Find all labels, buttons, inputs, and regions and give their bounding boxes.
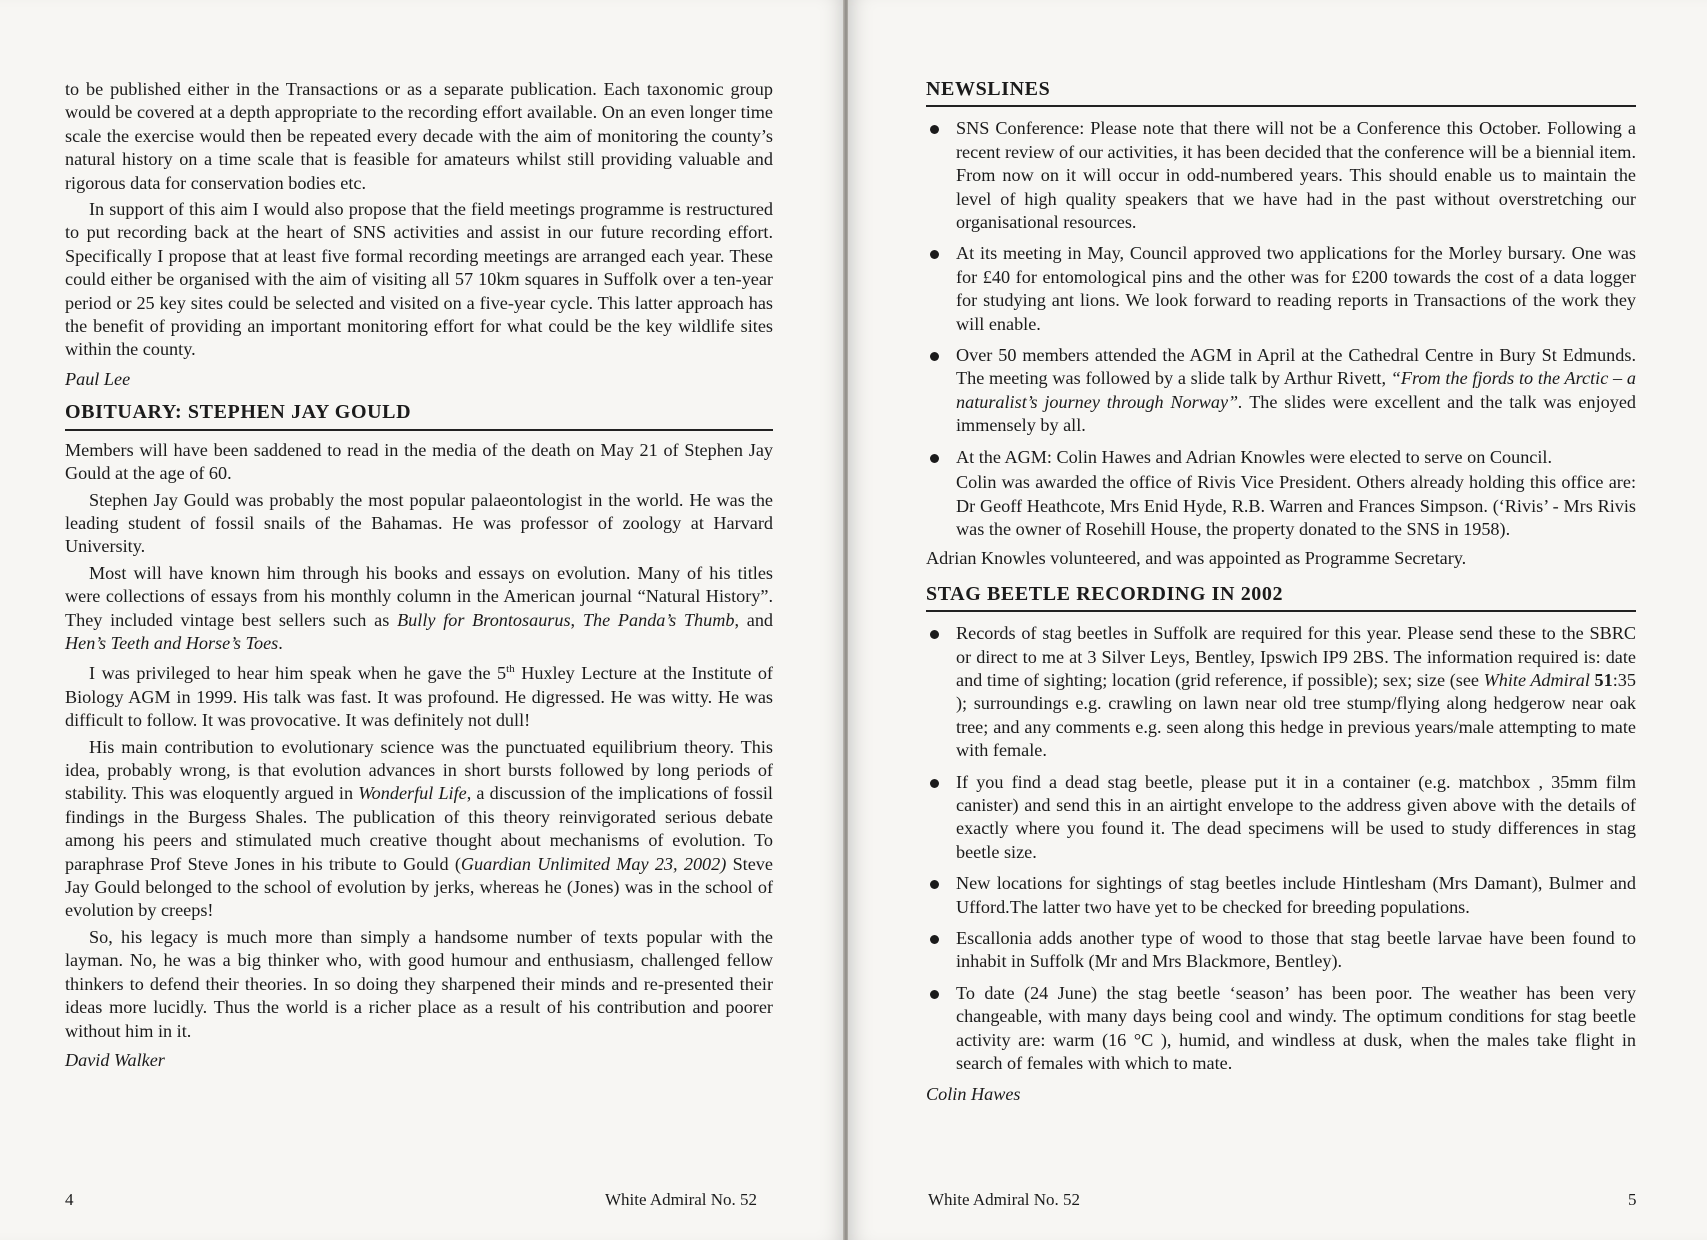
obituary-paragraph	[65, 736, 773, 923]
text-run: The slides were excellent and the talk was enjoyed immensely by all.	[956, 391, 1636, 436]
text-run: Over 50 members attended the AGM in April at the Cathedral Centre in Bury St Edmunds. The meeting was followed by a slide talk by Arthur Rivett,	[956, 345, 1636, 389]
bullet-icon	[930, 125, 939, 134]
item-text: New locations for sightings of stag beetles include Hintlesham (Mrs Damant), Bulmer and Ufford.The latter two have yet to be checked for breeding populations.	[956, 873, 1636, 917]
text-run: :35 ); surroundings e.g. crawling on lawn near old tree stump/flying along hedgerow near oak tree; and any comments e.g. seen along this hedge in previous years/male attempting to mate with female.	[956, 669, 1636, 761]
list-item	[926, 446, 1636, 469]
right-footer-magazine: White Admiral No. 52	[928, 1190, 1081, 1209]
magazine-reference: White Admiral	[1483, 669, 1590, 690]
list-item	[926, 927, 1636, 974]
book-title: Wonderful Life	[358, 783, 467, 804]
issue-number: 51	[1589, 669, 1613, 690]
list-item	[926, 982, 1636, 1076]
item-text: At the AGM: Colin Hawes and Adrian Knowles were elected to serve on Council.	[956, 446, 1553, 467]
text-run: Most will have known him through his books and essays on evolution. Many of his titles were collections of essays from his monthly column in the American journal “Natural History”. They included vintage best sellers such as	[65, 562, 773, 630]
bullet-icon	[930, 454, 939, 463]
left-column	[65, 78, 773, 1078]
bullet-icon	[930, 990, 939, 999]
bullet-icon	[930, 935, 939, 944]
bullet-icon	[930, 250, 939, 259]
text-run: His main contribution to evolutionary science was the punctuated equilibrium theory. This idea, probably wrong, is that evolution advances in short bursts followed by long periods of stability. This was eloquently argued in	[65, 736, 773, 804]
text-run: Steve Jay Gould belonged to the school of evolution by jerks, whereas he (Jones) was in the school of evolution by creeps!	[65, 853, 773, 921]
item-text: SNS Conference: Please note that there will not be a Conference this October. Following a recent review of our activities, it has been decided that the conference will be a biennial item. From now on it will occur in odd-numbered years. This should enable us to maintain the level of high quality speakers that we have had in the past without overstretching our organisational resources.	[956, 118, 1636, 233]
text-run: I was privileged to hear him speak when he gave the 5	[89, 663, 507, 684]
newslines-closing: Adrian Knowles volunteered, and was appointed as Programme Secretary.	[926, 548, 1467, 569]
stag-beetle-signature: Colin Hawes	[926, 1084, 1021, 1105]
item-text: To date (24 June) the stag beetle ‘season’ has been poor. The weather has been very changeable, with many days being cool and windy. The optimum conditions for stag beetle activity are: warm (16 °C ), humid, and windless at dusk, when the males take flight in search of females with which to mate.	[956, 982, 1636, 1074]
bullet-icon	[930, 880, 939, 889]
intro-signature: Paul Lee	[65, 368, 131, 389]
obituary-signature: David Walker	[65, 1049, 165, 1070]
source-citation: Guardian Unlimited May 23, 2002)	[460, 853, 727, 874]
text-run: Records of stag beetles in Suffolk are required for this year. Please send these to the SBRC or direct to me at 3 Silver Leys, Bentley, Ipswich IP9 2BS. The information required is: date and time of sighting; location (grid reference, if possible); sex; size (see	[956, 623, 1636, 690]
talk-title: “From the fjords to the Arctic – a naturalist’s journey through Norway”.	[956, 368, 1636, 412]
left-footer-magazine: White Admiral No. 52	[605, 1190, 758, 1209]
bullet-icon	[930, 779, 939, 788]
item-text: Escallonia adds another type of wood to those that stag beetle larvae have been found to inhabit in Suffolk (Mr and Mrs Blackmore, Bentley).	[956, 928, 1636, 972]
list-item	[926, 344, 1636, 438]
obituary-paragraph: Stephen Jay Gould was probably the most popular palaeontologist in the world. He was the leading student of fossil snails of the Bahamas. He was professor of zoology at Harvard University.	[65, 489, 773, 557]
book-title: Hen’s Teeth and Horse’s Toes	[65, 632, 279, 653]
text-run: , and	[734, 609, 774, 630]
list-item-continuation: Colin was awarded the office of Rivis Vice President. Others already holding this office are: Dr Geoff Heathcote, Mrs Enid Hyde, R.B. Warren and Frances Simpson. (‘Rivis’ - Mrs Rivis was the owner of Rosehill House, the property donated to the SNS in 1958).	[956, 472, 1636, 539]
ordinal-suffix: th	[506, 663, 515, 676]
list-item	[926, 117, 1636, 234]
stag-beetle-heading: STAG BEETLE RECORDING IN 2002	[926, 583, 1636, 612]
list-item	[926, 872, 1636, 919]
bullet-icon	[930, 352, 939, 361]
left-page-number: 4	[65, 1190, 74, 1209]
list-item	[926, 622, 1636, 762]
book-title: Bully for Brontosaurus	[397, 609, 571, 630]
text-run: ,	[570, 609, 583, 630]
stag-beetle-list	[926, 622, 1636, 1075]
right-page	[848, 0, 1707, 1240]
item-text: At its meeting in May, Council approved two applications for the Morley bursary. One was for £40 for entomological pins and the other was for £200 towards the cost of a data logger for studying ant lions. We look forward to reading reports in Transactions of the work they will enable.	[956, 243, 1636, 334]
intro-paragraph: In support of this aim I would also propose that the field meetings programme is restructured to put recording back at the heart of SNS activities and assist in our future recording effort. Specifically I propose that at least five formal recording meetings are arranged each year. These could either be organised with the aim of visiting all 57 10km squares in Suffolk over a ten-year period or 25 key sites could be selected and visited on a five-year cycle. This latter approach has the benefit of providing an important monitoring effort for what could be the key wildlife sites within the county.	[65, 199, 773, 360]
bullet-icon	[930, 630, 939, 639]
text-run: Huxley Lecture at the Institute of Biology AGM in 1999. His talk was fast. It was profound. He digressed. He was witty. He was difficult to follow. It was provocative. It was definitely not dull!	[65, 663, 773, 731]
obituary-paragraph: So, his legacy is much more than simply a handsome number of texts popular with the layman. No, he was a big thinker who, with good humour and enthusiasm, challenged fellow thinkers to defend their theories. In so doing they sharpened their minds and re-presented their ideas more lucidly. Thus the world is a richer place as a result of his contribution and poorer without him in it.	[65, 926, 773, 1041]
intro-paragraph: to be published either in the Transactions or as a separate publication. Each taxonomic group would be covered at a depth appropriate to the recording effort available. On an even longer time scale the exercise would then be repeated every decade with the aim of monitoring the county’s natural history on a time scale that is feasible for amateurs whilst still providing valuable and rigorous data for conservation bodies etc.	[65, 79, 773, 193]
newslines-list	[926, 117, 1636, 469]
list-item	[926, 771, 1636, 865]
book-title: The Panda’s Thumb	[582, 609, 735, 630]
obituary-heading: OBITUARY: STEPHEN JAY GOULD	[65, 401, 773, 430]
item-text: If you find a dead stag beetle, please put it in a container (e.g. matchbox , 35mm film canister) and send this in an airtight envelope to the address given above with the details of exactly where you found it. The dead specimens will be used to study differences in stag beetle size.	[956, 771, 1636, 862]
obituary-paragraph: Members will have been saddened to read in the media of the death on May 21 of Stephen Jay Gould at the age of 60.	[65, 439, 773, 484]
newslines-heading: NEWSLINES	[926, 78, 1636, 107]
obituary-paragraph	[65, 562, 773, 656]
text-run: .	[278, 632, 283, 653]
list-item	[926, 242, 1636, 336]
right-column	[926, 78, 1636, 1113]
right-page-number: 5	[1628, 1190, 1637, 1209]
text-run: , a discussion of the implications of fossil findings in the Burgess Shales. The publication of this theory reinvigorated serious debate among his peers and stimulated much creative thought about mechanisms of evolution. To paraphrase Prof Steve Jones in his tribute to Gould (	[65, 783, 773, 874]
left-page	[0, 0, 845, 1240]
obituary-paragraph	[65, 658, 773, 732]
